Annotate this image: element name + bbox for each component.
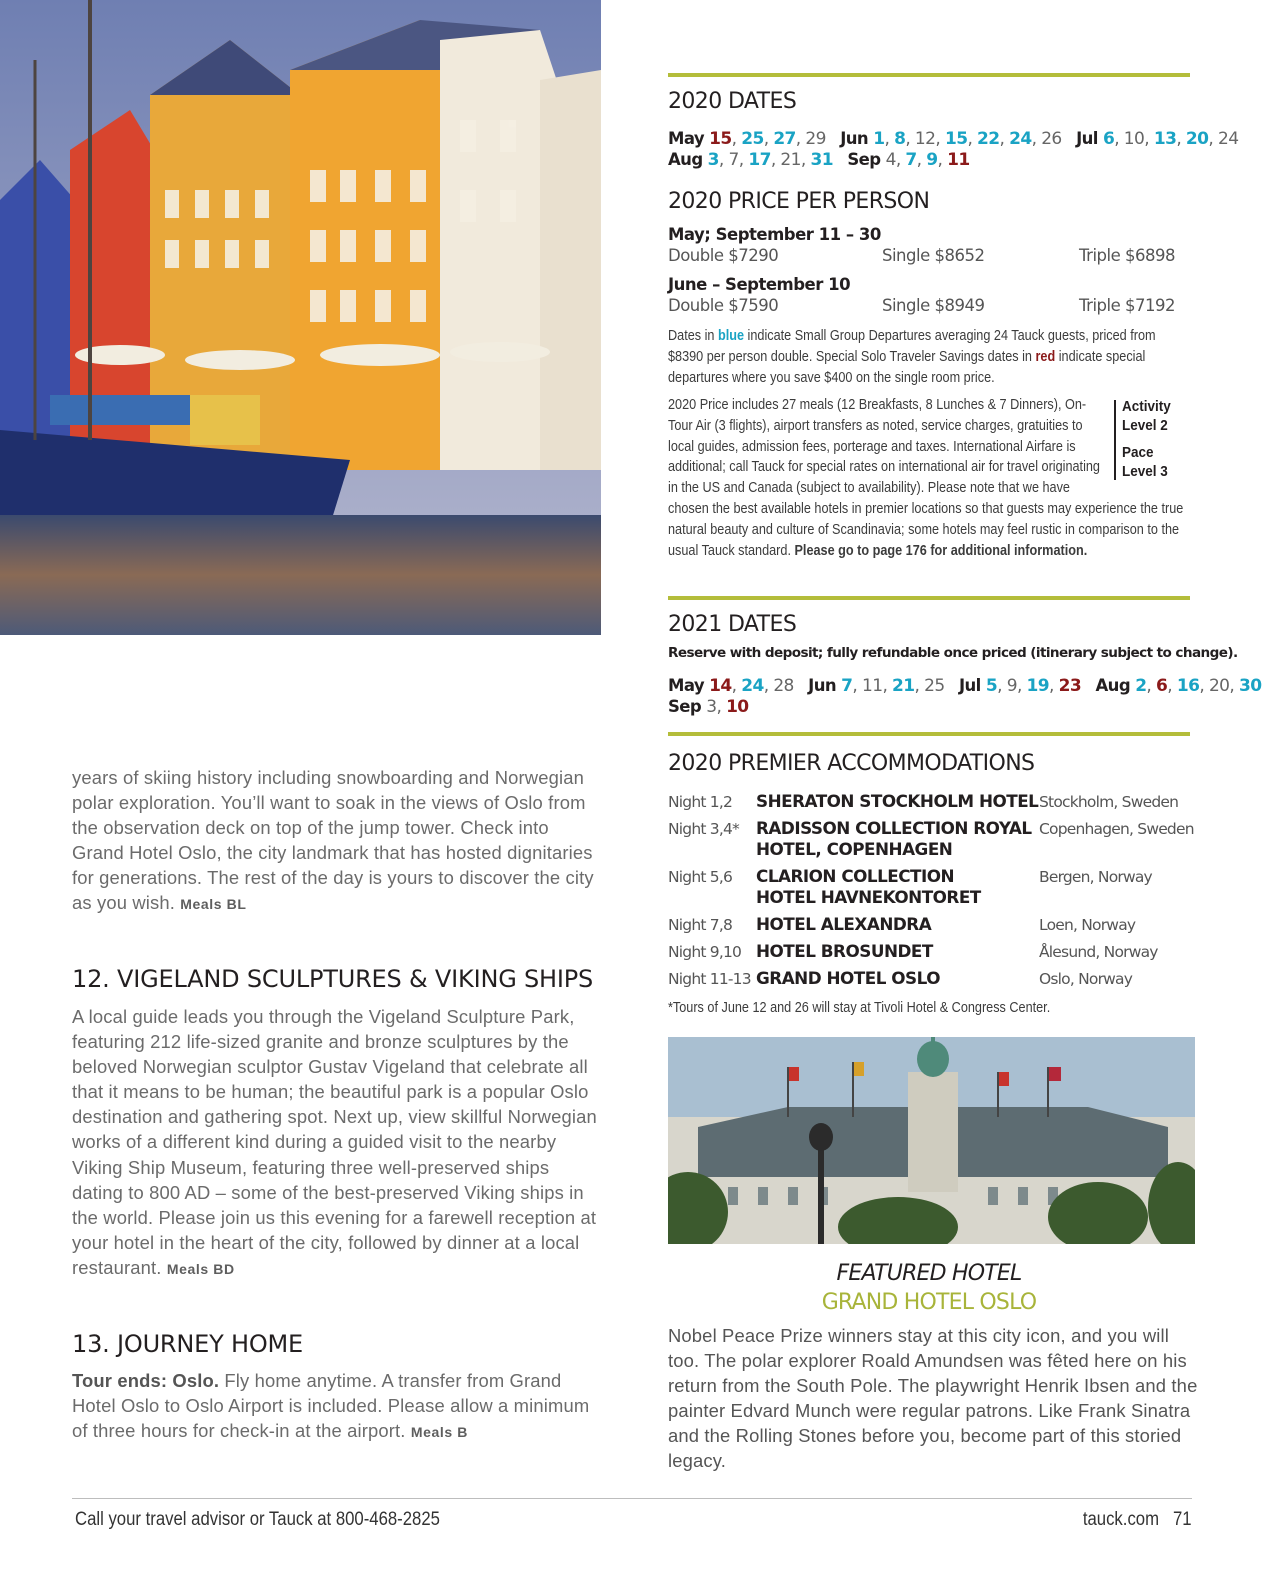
date-day: 9 — [1006, 676, 1017, 696]
date-day: 24 — [741, 676, 764, 696]
price-period-2: June – September 10 — [668, 275, 851, 294]
date-day: 11 — [862, 676, 883, 696]
acc-location: Loen, Norway — [1039, 916, 1136, 934]
acc-location: Copenhagen, Sweden — [1039, 820, 1194, 838]
date-day: 3 — [707, 150, 719, 170]
price-includes: 2020 Price includes 27 meals (12 Breakfasts, 8 Lunches & 7 Dinners), On-Tour Air (3 flights), airport transfers as noted, service charges, gratuities to local guides, admission fees, porterage and taxes. International Airfare is additional; call Tauck for special rates on international air for travel originating in the US and Canada (subject to availability). Please note that we have chosen the best available hotels in premier locations so that guests may experience the true natural beauty and culture of Scandinavia; some hotels may feel rustic in comparison to the usual Tauck standard. — [668, 397, 1184, 559]
date-day: 6 — [1102, 129, 1115, 149]
activity-level — [1122, 397, 1171, 435]
date-month: Aug — [1095, 676, 1136, 695]
date-day: 2 — [1135, 676, 1147, 696]
date-day: 10 — [1123, 129, 1145, 149]
activity-label: Activity — [1122, 398, 1171, 415]
date-month: May — [668, 129, 710, 148]
acc-hotel — [756, 818, 1032, 860]
day11-continued-text — [72, 765, 602, 918]
acc-location: Stockholm, Sweden — [1039, 793, 1179, 811]
acc-location: Bergen, Norway — [1039, 868, 1152, 886]
acc-hotel — [756, 791, 1038, 812]
date-month: Jul — [958, 676, 986, 695]
day13-lead: Tour ends: Oslo. — [72, 1370, 220, 1391]
featured-hotel-name: GRAND HOTEL OSLO — [821, 1290, 1037, 1315]
day13-meals: Meals B — [410, 1424, 468, 1441]
date-day: 3 — [706, 697, 717, 717]
day13-text-block — [72, 1368, 602, 1445]
price-note-red: red — [1035, 348, 1056, 365]
acc-night: Night 7,8 — [668, 916, 733, 934]
acc-hotel-line: CLARION COLLECTION — [756, 866, 955, 886]
date-day: 27 — [773, 129, 796, 149]
date-day: 4 — [885, 150, 896, 170]
date-day: 24 — [1009, 129, 1032, 149]
footer-call: Call your travel advisor or Tauck at 800-468-2825 — [75, 1509, 440, 1530]
date-list: May 15, 25, 27, 29 Jun 1, 8, 12, 15, 22, 24, 26 Jul 6, 10, 13, 20, 24 — [668, 129, 1239, 149]
price-includes-block — [668, 395, 1190, 561]
date-day: 31 — [810, 150, 833, 170]
date-day: 14 — [709, 676, 732, 696]
acc-night: Night 5,6 — [668, 868, 733, 886]
date-day: 25 — [924, 676, 945, 696]
day12-heading: 12. VIGELAND SCULPTURES & VIKING SHIPS — [72, 965, 594, 993]
acc-hotel — [756, 941, 933, 962]
date-day: 16 — [1176, 676, 1200, 696]
level-divider — [1114, 400, 1116, 480]
acc-hotel-line: HOTEL HAVNEKONTORET — [756, 887, 981, 907]
footer-rule — [72, 1498, 1192, 1499]
date-day: 15 — [944, 129, 968, 149]
acc-hotel-line: HOTEL, COPENHAGEN — [756, 839, 953, 859]
price-note-part: indicate special departures where you save $400 on the single room price. — [668, 348, 1146, 386]
date-day: 10 — [726, 697, 749, 717]
date-day: 28 — [773, 676, 794, 696]
date-day: 8 — [894, 129, 906, 149]
date-list: Sep 3, 10 — [668, 697, 749, 717]
price-note — [668, 326, 1190, 388]
date-day: 21 — [780, 150, 801, 170]
date-day: 26 — [1041, 129, 1062, 149]
acc-hotel — [756, 968, 940, 989]
dates-2021-line2 — [668, 696, 749, 718]
price-note-part: indicate Small Group Departures averaging 24 Tauck guests, priced from $8390 per person double. Special Solo Traveler Savings dates in — [668, 328, 1156, 365]
date-day: 20 — [1185, 129, 1209, 149]
featured-description: Nobel Peace Prize winners stay at this city icon, and you will too. The polar explorer Roald Amundsen was fêted here on his return from the South Pole. The playwright Henrik Ibsen and the painter Edvard Munch were regular patrons. Like Frank Sinatra and the Rolling Stones before you, become part of this storied legacy. — [668, 1325, 1198, 1471]
dates-2021-subtitle: Reserve with deposit; fully refundable once priced (itinerary subject to change). — [668, 645, 1238, 661]
day11-text: years of skiing history including snowboarding and Norwegian polar exploration. You’ll want to soak in the views of Oslo from the observation deck on top of the jump tower. Check into Grand Hotel Oslo, the city landmark that has hosted dignitaries for generations. The rest of the day is yours to discover the city as you wish. — [72, 767, 594, 914]
date-day: 20 — [1208, 676, 1230, 696]
price-period-1: May; September 11 – 30 — [668, 225, 881, 244]
date-day: 5 — [985, 676, 998, 696]
date-day: 24 — [1218, 129, 1239, 149]
date-list: Aug 3, 7, 17, 21, 31 Sep 4, 7, 9, 11 — [668, 150, 970, 170]
date-day: 6 — [1156, 676, 1168, 696]
dates-2021-title: 2021 DATES — [668, 612, 797, 637]
date-day: 7 — [728, 150, 739, 170]
section-rule — [668, 732, 1190, 736]
hotel-photo-illustration — [668, 1037, 1195, 1244]
day12-text: A local guide leads you through the Vigeland Sculpture Park, featuring 212 life-sized granite and bronze sculptures by the beloved Norwegian sculptor Gustav Vigeland that celebrate all that it means to be human; the beautiful park is a popular Oslo destination and gathering spot. Next up, view skillful Norwegian works of a different kind during a guided visit to the nearby Viking Ship Museum, featuring three well-preserved ships dating to 800 AD – some of the best-preserved Viking ships in the world. Please join us this evening for a farewell reception at your hotel in the heart of the city, followed by dinner at a local restaurant. — [72, 1006, 597, 1278]
acc-hotel-line: HOTEL ALEXANDRA — [756, 914, 932, 934]
nyhavn-harbor-photo — [0, 0, 601, 635]
featured-label: FEATURED HOTEL — [836, 1261, 1022, 1286]
date-day: 15 — [709, 129, 732, 149]
acc-night: Night 1,2 — [668, 793, 733, 811]
acc-night: Night 11-13 — [668, 970, 751, 988]
price-single-1: Single $8652 — [882, 246, 985, 265]
day12-text-block — [72, 1004, 602, 1282]
price-note-blue: blue — [717, 328, 745, 344]
date-day: 13 — [1153, 129, 1177, 149]
date-month: May — [668, 676, 710, 695]
acc-hotel — [756, 866, 981, 908]
dates-2021-line1 — [668, 675, 1261, 697]
acc-hotel-line: SHERATON STOCKHOLM HOTEL — [756, 791, 1039, 811]
date-day: 7 — [905, 150, 917, 170]
acc-night: Night 3,4* — [668, 820, 739, 838]
day13-heading: 13. JOURNEY HOME — [72, 1330, 304, 1358]
section-rule — [668, 596, 1190, 600]
footer-site[interactable]: tauck.com — [1083, 1509, 1160, 1530]
date-day: 23 — [1058, 676, 1082, 696]
acc-hotel — [756, 914, 931, 935]
section-rule — [668, 73, 1190, 77]
date-day: 21 — [892, 676, 915, 696]
price-single-2: Single $8949 — [882, 296, 985, 315]
accommodations-title: 2020 PREMIER ACCOMMODATIONS — [668, 751, 1035, 776]
price-note-part: Dates in — [668, 328, 718, 344]
acc-location: Oslo, Norway — [1039, 970, 1133, 988]
date-day: 11 — [947, 150, 970, 170]
date-day: 1 — [873, 129, 885, 149]
dates-2020-line1 — [668, 128, 1238, 150]
date-month: Sep — [847, 150, 886, 169]
page-number: 71 — [1173, 1509, 1192, 1530]
activity-value: Level 2 — [1122, 417, 1168, 434]
date-day: 22 — [977, 129, 1000, 149]
price-double-2: Double $7590 — [668, 296, 779, 315]
acc-night: Night 9,10 — [668, 943, 742, 961]
day12-meals: Meals BD — [166, 1260, 235, 1277]
date-day: 25 — [741, 129, 764, 149]
more-info-note: Please go to page 176 for additional information. — [794, 542, 1088, 559]
date-day: 12 — [914, 129, 936, 149]
footer-right — [1083, 1509, 1192, 1531]
price-2020-title: 2020 PRICE PER PERSON — [668, 189, 930, 214]
date-day: 29 — [805, 129, 826, 149]
date-month: Jun — [808, 676, 842, 695]
acc-hotel-line: HOTEL BROSUNDET — [756, 941, 933, 961]
date-day: 19 — [1026, 676, 1050, 696]
dates-2020-line2 — [668, 149, 970, 171]
grand-hotel-oslo-photo — [668, 1037, 1195, 1244]
date-day: 7 — [841, 676, 853, 696]
price-triple-2: Triple $7192 — [1079, 296, 1175, 315]
dates-2020-title: 2020 DATES — [668, 89, 797, 114]
date-month: Jun — [840, 129, 874, 148]
acc-hotel-line: GRAND HOTEL OSLO — [756, 968, 940, 988]
nyhavn-photo-illustration — [0, 0, 601, 635]
date-month: Sep — [668, 697, 707, 716]
acc-hotel-line: RADISSON COLLECTION ROYAL — [756, 818, 1032, 838]
day13-text: Fly home anytime. A transfer from Grand Hotel Oslo to Oslo Airport is included. Please allow a minimum of three hours for check-in at the airport. — [72, 1370, 590, 1442]
date-month: Aug — [668, 150, 708, 169]
acc-location: Ålesund, Norway — [1039, 943, 1158, 961]
price-double-1: Double $7290 — [668, 246, 779, 265]
pace-level — [1122, 443, 1168, 481]
accommodations-footnote: *Tours of June 12 and 26 will stay at Tivoli Hotel & Congress Center. — [668, 1000, 1051, 1016]
price-triple-1: Triple $6898 — [1079, 246, 1175, 265]
date-day: 17 — [748, 150, 771, 170]
date-day: 30 — [1239, 676, 1262, 696]
date-day: 9 — [926, 150, 938, 170]
date-list: May 14, 24, 28 Jun 7, 11, 21, 25 Jul 5, 9, 19, 23 Aug 2, 6, 16, 20, 30 — [668, 676, 1262, 696]
pace-value: Level 3 — [1122, 463, 1168, 480]
day11-meals: Meals BL — [180, 896, 247, 913]
date-month: Jul — [1076, 129, 1103, 148]
pace-label: Pace — [1122, 444, 1154, 461]
